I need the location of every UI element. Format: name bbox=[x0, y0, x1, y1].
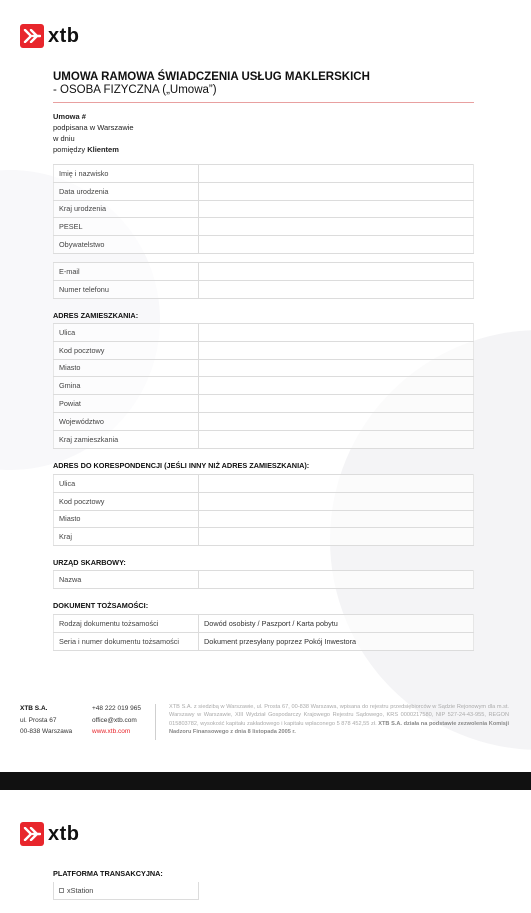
citizenship-field[interactable] bbox=[199, 236, 474, 254]
table-row bbox=[54, 377, 474, 395]
table-row bbox=[54, 341, 474, 359]
county-field[interactable] bbox=[199, 395, 474, 413]
address-table bbox=[53, 323, 474, 449]
contact-table bbox=[53, 262, 474, 299]
address-heading: ADRES ZAMIESZKANIA: bbox=[53, 311, 139, 320]
tax-office-table bbox=[53, 570, 474, 589]
correspondence-heading: ADRES DO KORESPONDENCJI (JEŚLI INNY NIŻ ADRES ZAMIESZKANIA): bbox=[53, 461, 310, 470]
table-row bbox=[54, 280, 474, 298]
personal-data-table bbox=[53, 164, 474, 254]
document-subtitle: - OSOBA FIZYCZNA („Umowa”) bbox=[53, 84, 217, 96]
field-label: Województwo bbox=[54, 412, 199, 430]
field-label: Nazwa bbox=[54, 571, 199, 589]
tax-office-heading: URZĄD SKARBOWY: bbox=[53, 558, 126, 567]
table-row bbox=[54, 218, 474, 236]
voivodeship-field[interactable] bbox=[199, 412, 474, 430]
checkbox-icon[interactable] bbox=[59, 888, 64, 893]
table-row bbox=[54, 395, 474, 413]
table-row bbox=[54, 236, 474, 254]
footer-company: XTB S.A. bbox=[20, 705, 48, 712]
street-field[interactable] bbox=[199, 324, 474, 342]
xtb-logo bbox=[20, 822, 80, 846]
field-label: Numer telefonu bbox=[54, 280, 199, 298]
field-label: E-mail bbox=[54, 263, 199, 281]
field-label: Kraj bbox=[54, 528, 199, 546]
table-row bbox=[54, 359, 474, 377]
commune-field[interactable] bbox=[199, 377, 474, 395]
xtb-x-icon bbox=[20, 822, 44, 846]
footer-city: 00-838 Warszawa bbox=[20, 728, 73, 735]
field-label: Ulica bbox=[54, 324, 199, 342]
table-row bbox=[54, 571, 474, 589]
table-row bbox=[54, 165, 474, 183]
field-label: Seria i numer dokumentu tożsamości bbox=[54, 632, 199, 650]
id-type-field[interactable]: Dowód osobisty / Paszport / Karta pobytu bbox=[199, 615, 474, 633]
table-row bbox=[54, 182, 474, 200]
xtb-x-icon bbox=[20, 24, 44, 48]
signed-in: podpisana w Warszawie bbox=[53, 123, 134, 132]
field-label: Gmina bbox=[54, 377, 199, 395]
footer-street: ul. Prosta 67 bbox=[20, 716, 57, 724]
table-row bbox=[54, 430, 474, 448]
table-row bbox=[54, 615, 474, 633]
document-title: UMOWA RAMOWA ŚWIADCZENIA USŁUG MAKLERSKICH bbox=[53, 71, 370, 83]
table-row bbox=[54, 475, 474, 493]
document-page-2 bbox=[0, 790, 531, 913]
field-label: Miasto bbox=[54, 359, 199, 377]
table-row bbox=[54, 324, 474, 342]
table-row bbox=[54, 528, 474, 546]
footer-divider bbox=[155, 704, 156, 740]
field-label: Powiat bbox=[54, 395, 199, 413]
table-row bbox=[54, 632, 474, 650]
table-row bbox=[54, 412, 474, 430]
email-field[interactable] bbox=[199, 263, 474, 281]
contract-intro bbox=[53, 111, 474, 155]
tax-office-field[interactable] bbox=[199, 571, 474, 589]
contract-number: Umowa # bbox=[53, 112, 86, 121]
field-label: Obywatelstwo bbox=[54, 236, 199, 254]
phone-field[interactable] bbox=[199, 280, 474, 298]
footer-address bbox=[20, 703, 72, 738]
field-label: Miasto bbox=[54, 510, 199, 528]
birth-country-field[interactable] bbox=[199, 200, 474, 218]
table-row bbox=[54, 492, 474, 510]
page-separator bbox=[0, 772, 531, 790]
page-footer bbox=[20, 703, 512, 743]
birth-date-field[interactable] bbox=[199, 182, 474, 200]
signed-date: w dniu bbox=[53, 134, 75, 143]
name-field[interactable] bbox=[199, 165, 474, 183]
postal-code-field[interactable] bbox=[199, 341, 474, 359]
field-label: Kraj urodzenia bbox=[54, 200, 199, 218]
footer-legal: XTB S.A. z siedzibą w Warszawie, ul. Prosta 67, 00-838 Warszawa, wpisana do rejestru przedsiębiorców w Sądzie Rejonowym dla m.st. Warszawy w Warszawie, XIII Wydział Gospodarczy Krajowego Rejestru Sądowego, KRS 0000217580, NIP 527-24-43-955, REGON 015803782, wysokość kapitału zakładowego i kapitału wpłaconego 5 878 452,55 zł. XTB S.A. działa na podstawie zezwolenia Komisji Nadzoru Finansowego z dnia 8 listopada 2005 r. bbox=[169, 704, 509, 736]
title-divider bbox=[53, 102, 474, 103]
corr-city-field[interactable] bbox=[199, 510, 474, 528]
city-field[interactable] bbox=[199, 359, 474, 377]
footer-contact bbox=[92, 703, 141, 738]
field-label: PESEL bbox=[54, 218, 199, 236]
field-label: Kod pocztowy bbox=[54, 492, 199, 510]
footer-web-link[interactable]: www.xtb.com bbox=[92, 728, 131, 735]
id-number-field[interactable]: Dokument przesyłany poprzez Pokój Inwestora bbox=[199, 632, 474, 650]
field-label: Ulica bbox=[54, 475, 199, 493]
platform-option-xstation[interactable] bbox=[53, 882, 199, 900]
field-label: Rodzaj dokumentu tożsamości bbox=[54, 615, 199, 633]
table-row bbox=[54, 200, 474, 218]
field-label: Data urodzenia bbox=[54, 182, 199, 200]
id-document-table bbox=[53, 614, 474, 651]
logo-text: xtb bbox=[48, 822, 80, 845]
field-label: Kod pocztowy bbox=[54, 341, 199, 359]
field-label: Kraj zamieszkania bbox=[54, 430, 199, 448]
residence-country-field[interactable] bbox=[199, 430, 474, 448]
document-header bbox=[53, 71, 474, 155]
xtb-logo bbox=[20, 24, 80, 48]
table-row bbox=[54, 263, 474, 281]
between-client: pomiędzy Klientem bbox=[53, 145, 119, 154]
id-document-heading: DOKUMENT TOŻSAMOŚCI: bbox=[53, 601, 149, 610]
logo-text: xtb bbox=[48, 24, 80, 47]
corr-postal-code-field[interactable] bbox=[199, 492, 474, 510]
correspondence-table bbox=[53, 474, 474, 546]
platform-option-label: xStation bbox=[67, 886, 94, 895]
table-row bbox=[54, 510, 474, 528]
platform-heading: PLATFORMA TRANSAKCYJNA: bbox=[53, 869, 163, 878]
corr-street-field[interactable] bbox=[199, 475, 474, 493]
corr-country-field[interactable] bbox=[199, 528, 474, 546]
field-label: Imię i nazwisko bbox=[54, 165, 199, 183]
pesel-field[interactable] bbox=[199, 218, 474, 236]
footer-email[interactable]: office@xtb.com bbox=[92, 716, 137, 724]
footer-phone[interactable]: +48 222 019 965 bbox=[92, 705, 141, 712]
